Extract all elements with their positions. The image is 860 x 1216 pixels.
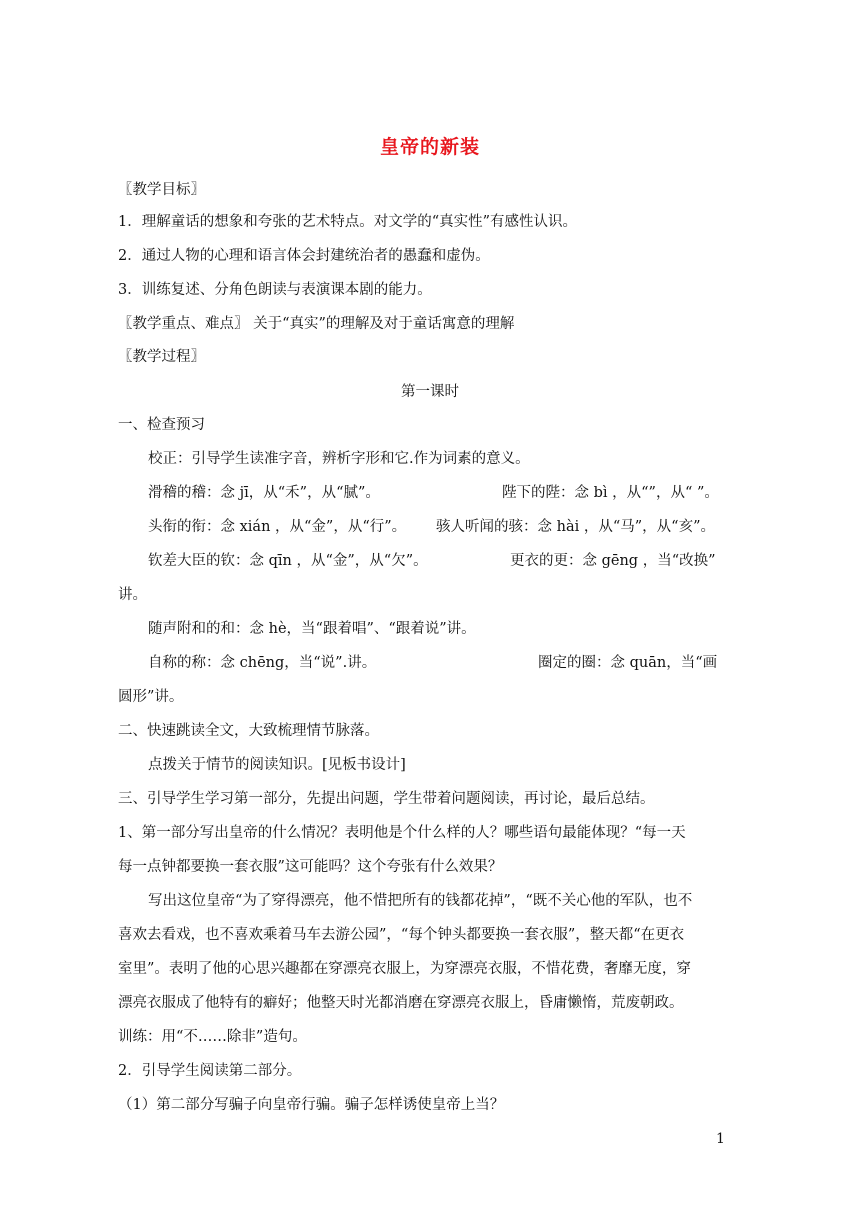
answer-line-1: 写出这位皇帝“为了穿得漂亮，他不惜把所有的钱都花掉”，“既不关心他的军队，也不 <box>148 893 693 909</box>
question-1-line-1: 1、第一部分写出皇帝的什么情况？表明他是个什么样的人？哪些语句最能体现？“每一天 <box>118 825 686 841</box>
answer-line-4: 漂亮衣服成了他特有的癖好；他整天时光都消磨在穿漂亮衣服上，昏庸懒惰，荒废朝政。 <box>118 995 684 1011</box>
vocab-item-he: 随声附和的和：念 hè，当“跟着唱”、“跟着说”讲。 <box>148 621 476 637</box>
vocab-item-quan-cont: 圆形”讲。 <box>118 689 184 705</box>
vocab-item-cheng: 自称的称：念 chēng，当“说”.讲。 <box>148 655 377 671</box>
step-3-heading: 三、引导学生学习第一部分，先提出问题，学生带着问题阅读，再讨论，最后总结。 <box>118 791 655 807</box>
vocab-item-qin: 钦差大臣的钦：念 qīn ，从“金”，从“欠”。 <box>148 553 428 569</box>
paragraph-correction: 校正：引导学生读准字音，辨析字形和它.作为词素的意义。 <box>148 451 530 467</box>
exercise-line: 训练：用“不……除非”造句。 <box>118 1029 307 1045</box>
lesson-heading: 第一课时 <box>401 384 459 400</box>
answer-line-2: 喜欢去看戏，也不喜欢乘着马车去游公园”，“每个钟头都要换一套衣服”，整天都“在更衣 <box>118 927 685 943</box>
step-1-heading: 一、检查预习 <box>118 417 205 433</box>
step-2-reading: 2．引导学生阅读第二部分。 <box>118 1063 302 1079</box>
question-1-line-2: 每一点钟都要换一套衣服”这可能吗？这个夸张有什么效果？ <box>118 859 503 875</box>
section-heading-process: 〖教学过程〗 <box>118 349 205 365</box>
document-title: 皇帝的新装 <box>379 136 480 158</box>
objective-2: 2．通过人物的心理和语言体会封建统治者的愚蠢和虚伪。 <box>118 248 490 264</box>
objective-3: 3．训练复述、分角色朗读与表演课本剧的能力。 <box>118 282 432 298</box>
page-number: 1 <box>716 1131 725 1147</box>
question-part-2: （1）第二部分写骗子向皇帝行骗。骗子怎样诱使皇帝上当？ <box>118 1097 505 1113</box>
section-heading-key-points: 〖教学重点、难点〗 关于“真实”的理解及对于童话寓意的理解 <box>118 316 515 332</box>
objective-1: 1．理解童话的想象和夸张的艺术特点。对文学的“真实性”有感性认识。 <box>118 214 578 230</box>
vocab-item-xian: 头衔的衔：念 xián ，从“金”，从“行”。 <box>148 519 407 535</box>
section-heading-objectives: 〖教学目标〗 <box>118 182 205 198</box>
answer-line-3: 室里”。表明了他的心思兴趣都在穿漂亮衣服上，为穿漂亮衣服，不惜花费，奢靡无度，穿 <box>118 961 691 977</box>
vocab-item-ji: 滑稽的稽：念 jī，从“禾”，从“腻”。 <box>148 485 380 501</box>
vocab-item-geng: 更衣的更：念 gēng ，当“改换” <box>510 553 716 569</box>
vocab-item-bi: 陛下的陛：念 bì ，从“”，从“ ”。 <box>502 485 719 501</box>
vocab-item-geng-cont: 讲。 <box>118 587 147 603</box>
step-2-heading: 二、快速跳读全文，大致梳理情节脉落。 <box>118 723 379 739</box>
paragraph-plot-knowledge: 点拨关于情节的阅读知识。[见板书设计] <box>148 757 406 773</box>
vocab-item-hai: 骇人听闻的骇：念 hài ，从“马”，从“亥”。 <box>436 519 715 535</box>
vocab-item-quan: 圈定的圈：念 quān，当“画 <box>538 655 718 671</box>
